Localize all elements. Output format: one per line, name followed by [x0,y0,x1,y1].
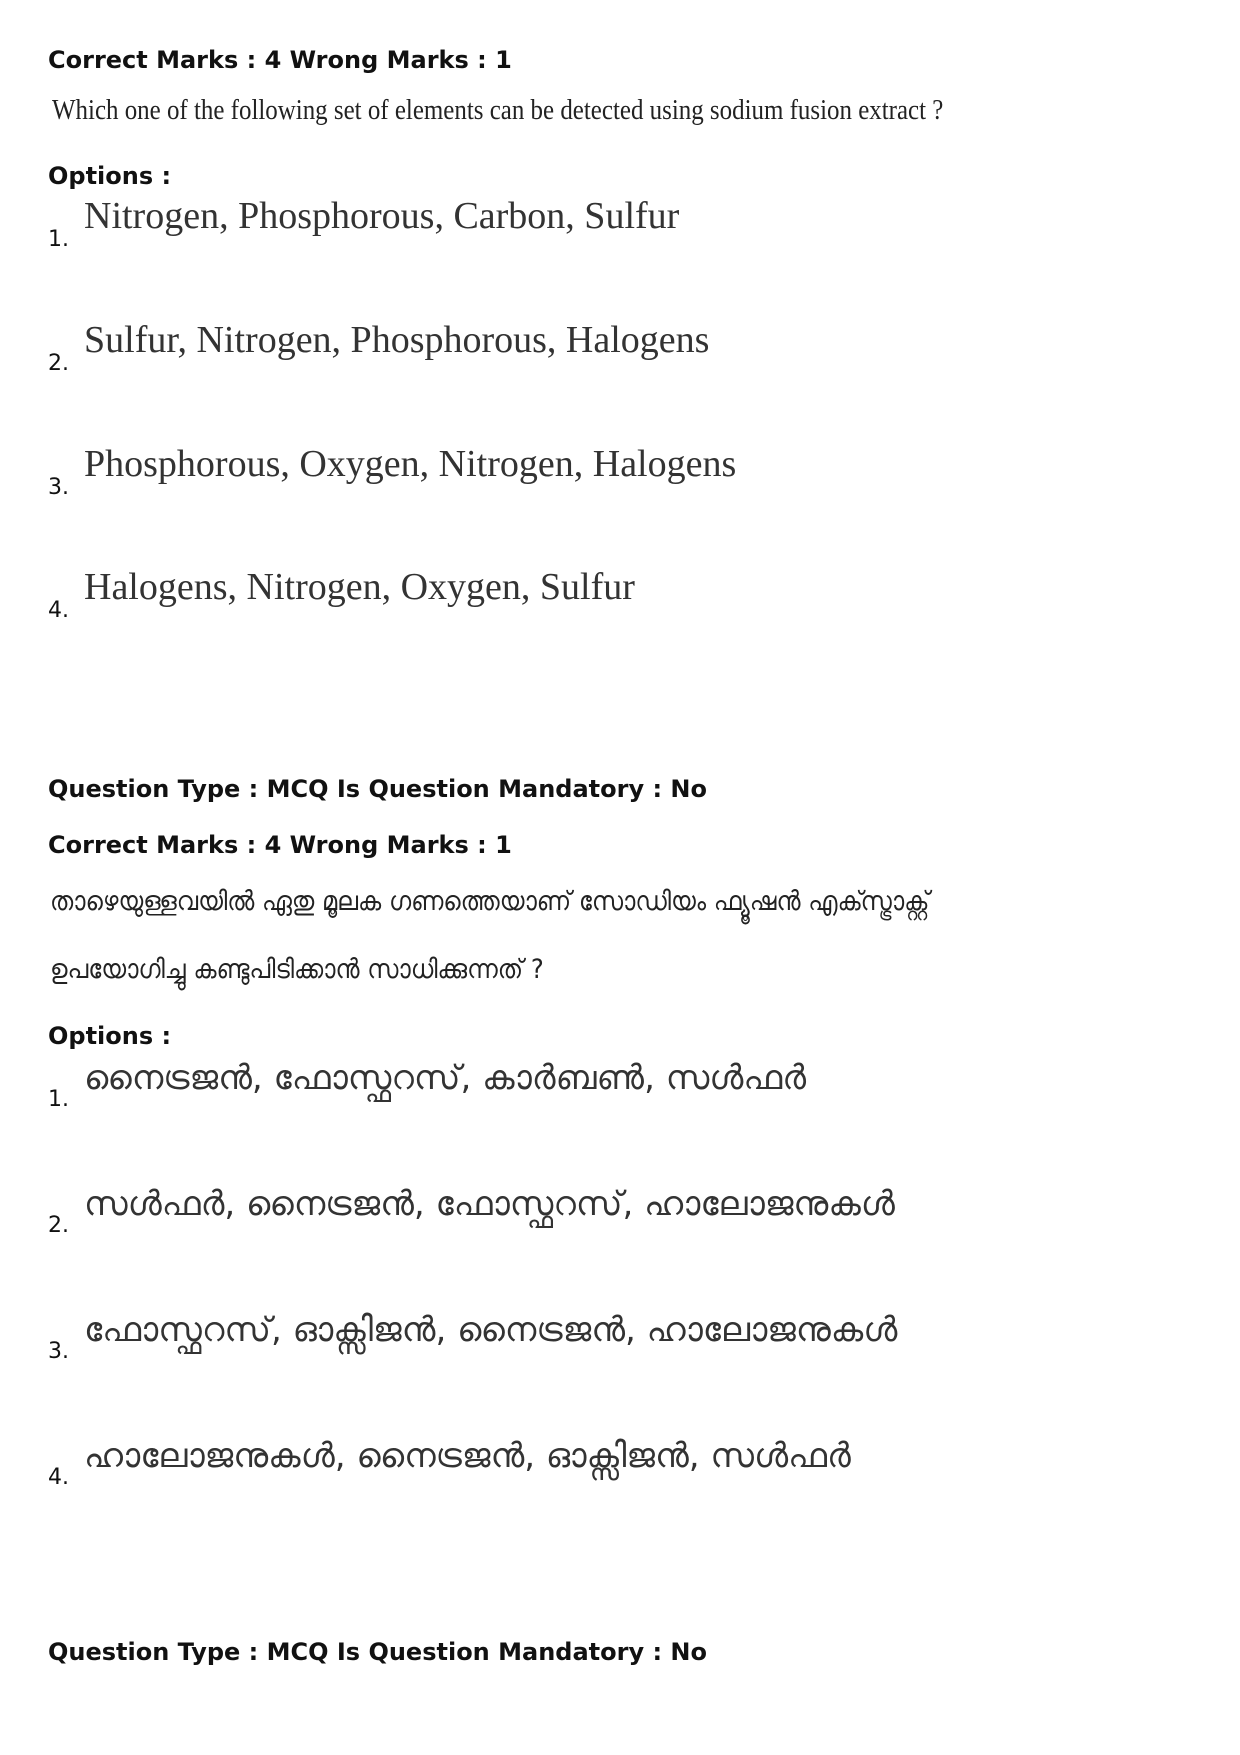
option-number: 3. [48,475,69,500]
q1-options-label: Options : [48,162,172,190]
option-text: ഫോസ്ഫറസ്, ഓക്സിജൻ, നൈട്രജൻ, ഹാലോജനുകൾ [84,1310,898,1350]
option-text: നൈട്രജൻ, ഫോസ്ഫറസ്, കാർബൺ, സൾഫർ [84,1058,807,1098]
option-number: 2. [48,1213,69,1238]
q2-question-line-1: താഴെയുള്ളവയിൽ ഏതു മൂലക ഗണത്തെയാണ് സോഡിയം ഫ്യൂഷൻ എക്സ്ട്രാക്റ്റ് [50,886,930,917]
option-number: 2. [48,351,69,376]
q1-option-3 [48,443,737,500]
option-number: 3. [48,1339,69,1364]
option-number: 1. [48,227,69,252]
q2-option-4 [48,1436,851,1490]
q2-question-line-2: ഉപയോഗിച്ചു കണ്ടുപിടിക്കാൻ സാധിക്കുന്നത് ? [50,954,544,985]
q1-marks: Correct Marks : 4 Wrong Marks : 1 [48,46,512,74]
option-text: Phosphorous, Oxygen, Nitrogen, Halogens [84,443,737,485]
q3-type-line: Question Type : MCQ Is Question Mandatory : No [48,1638,707,1666]
option-number: 1. [48,1087,69,1112]
option-text: ഹാലോജനുകൾ, നൈട്രജൻ, ഓക്സിജൻ, സൾഫർ [84,1436,851,1476]
q2-option-2 [48,1184,895,1238]
option-number: 4. [48,598,69,623]
q2-options-label: Options : [48,1022,172,1050]
q1-option-2 [48,319,710,376]
q2-marks: Correct Marks : 4 Wrong Marks : 1 [48,831,512,859]
option-text: സൾഫർ, നൈട്രജൻ, ഫോസ്ഫറസ്, ഹാലോജനുകൾ [84,1184,895,1224]
option-text: Halogens, Nitrogen, Oxygen, Sulfur [84,566,635,608]
q1-option-1 [48,195,680,252]
option-number: 4. [48,1465,69,1490]
q2-option-1 [48,1058,807,1112]
option-text: Sulfur, Nitrogen, Phosphorous, Halogens [84,319,710,361]
q1-question-text: Which one of the following set of elements can be detected using sodium fusion extract ? [52,94,944,126]
q1-option-4 [48,566,635,623]
q2-type-line: Question Type : MCQ Is Question Mandatory : No [48,775,707,803]
q2-option-3 [48,1310,898,1364]
option-text: Nitrogen, Phosphorous, Carbon, Sulfur [84,195,680,237]
